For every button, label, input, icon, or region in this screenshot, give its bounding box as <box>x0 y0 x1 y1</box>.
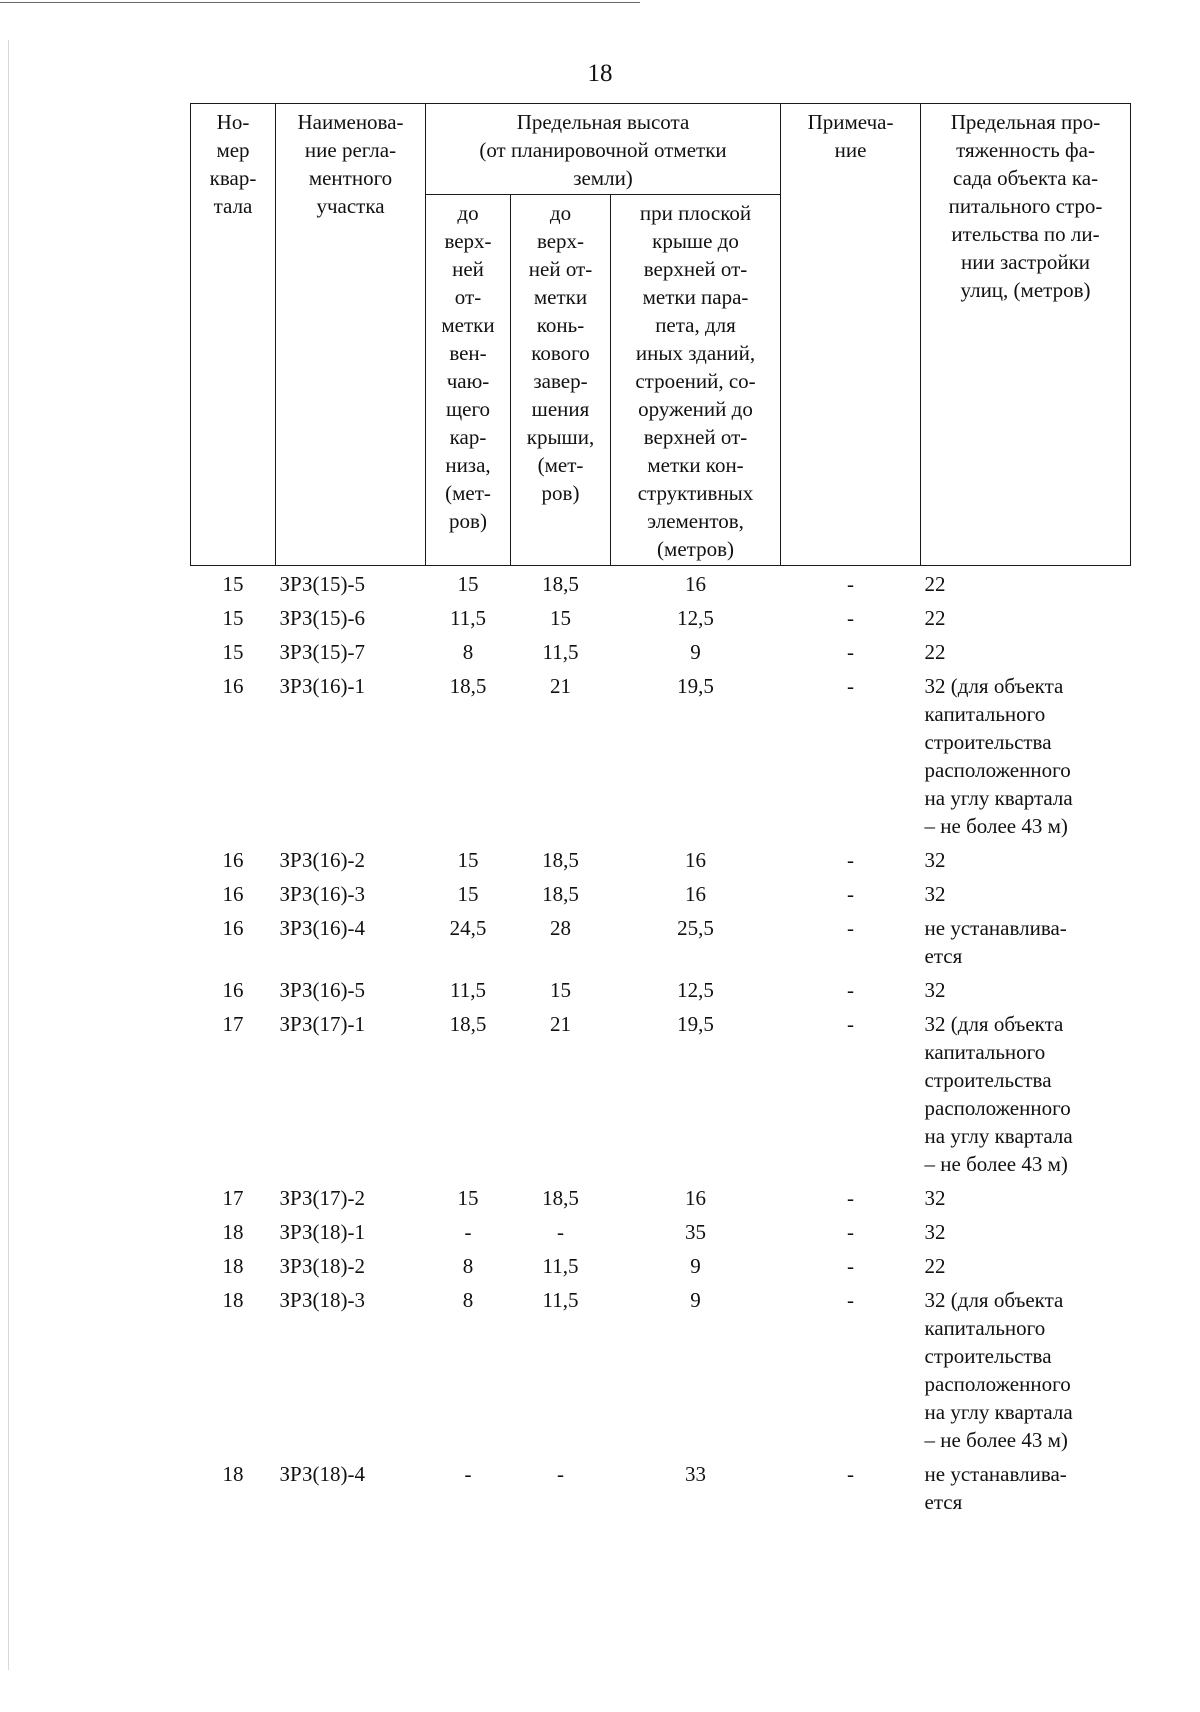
cell-plot: ЗРЗ(16)-2 <box>279 848 365 872</box>
cell-quarter: 18 <box>222 1220 244 1244</box>
cell-facade: 32 <box>924 848 946 872</box>
cell-note: - <box>847 674 855 698</box>
table-row <box>191 668 1131 842</box>
cell-cornice: - <box>464 1220 472 1244</box>
cell-facade: не устанавлива- ется <box>924 1462 1067 1514</box>
cell-ridge: 18,5 <box>542 572 579 596</box>
table-header <box>191 104 1131 566</box>
header-facade-length: Предельная про- тяженность фа- сада объекта ка- питального стро- ительства по ли- нии застройки улиц, (метров) <box>921 104 1131 566</box>
table-row <box>191 600 1131 634</box>
table-row <box>191 1214 1131 1248</box>
cell-quarter: 16 <box>222 978 244 1002</box>
cell-flat-roof: 16 <box>685 572 706 596</box>
cell-quarter: 18 <box>222 1288 244 1312</box>
cell-ridge: 11,5 <box>542 1288 579 1312</box>
table-row <box>191 1456 1131 1518</box>
cell-cornice: 15 <box>457 1186 479 1210</box>
cell-plot: ЗРЗ(17)-1 <box>279 1012 365 1036</box>
cell-note: - <box>847 1220 855 1244</box>
cell-flat-roof: 19,5 <box>677 674 714 698</box>
cell-flat-roof: 16 <box>685 1186 706 1210</box>
header-cornice-height: до верх- ней от- метки вен- чаю- щего кар- низа, (мет- ров) <box>426 195 511 566</box>
cell-flat-roof: 35 <box>685 1220 706 1244</box>
cell-note: - <box>847 572 855 596</box>
header-note: Примеча- ние <box>781 104 921 566</box>
cell-quarter: 18 <box>222 1254 244 1278</box>
cell-cornice: 11,5 <box>450 978 486 1002</box>
cell-quarter: 15 <box>222 572 244 596</box>
cell-facade: 32 (для объекта капитального строительства расположенного на углу квартала – не более 43 м) <box>924 674 1073 838</box>
cell-quarter: 15 <box>222 640 244 664</box>
cell-ridge: 15 <box>550 978 571 1002</box>
cell-ridge: 11,5 <box>542 640 579 664</box>
cell-cornice: 24,5 <box>449 916 487 940</box>
table-row <box>191 1006 1131 1180</box>
cell-facade: 22 <box>924 572 946 596</box>
cell-facade: не устанавлива- ется <box>924 916 1067 968</box>
cell-note: - <box>847 848 855 872</box>
cell-flat-roof: 9 <box>690 1254 701 1278</box>
cell-flat-roof: 33 <box>685 1462 706 1486</box>
cell-ridge: 15 <box>550 606 571 630</box>
cell-facade: 32 (для объекта капитального строительства расположенного на углу квартала – не более 43 м) <box>924 1288 1073 1452</box>
cell-facade: 32 <box>924 882 946 906</box>
cell-ridge: 11,5 <box>542 1254 579 1278</box>
cell-note: - <box>847 1288 855 1312</box>
cell-quarter: 16 <box>222 674 244 698</box>
cell-plot: ЗРЗ(15)-6 <box>279 606 365 630</box>
table-row <box>191 1180 1131 1214</box>
cell-flat-roof: 16 <box>685 848 706 872</box>
cell-note: - <box>847 1012 855 1036</box>
cell-plot: ЗРЗ(16)-5 <box>279 978 365 1002</box>
cell-cornice: 11,5 <box>450 606 486 630</box>
table-row <box>191 876 1131 910</box>
cell-flat-roof: 12,5 <box>677 978 714 1002</box>
height-limits-table <box>190 103 1131 1518</box>
cell-plot: ЗРЗ(18)-1 <box>279 1220 365 1244</box>
cell-plot: ЗРЗ(16)-3 <box>279 882 365 906</box>
cell-ridge: 18,5 <box>542 1186 579 1210</box>
cell-quarter: 18 <box>222 1462 244 1486</box>
header-row-top <box>191 104 1131 195</box>
table-row <box>191 566 1131 601</box>
scan-top-rule <box>0 2 640 3</box>
scan-left-edge <box>8 40 9 1670</box>
header-plot-name: Наименова- ние регла- ментного участка <box>276 104 426 566</box>
table-row <box>191 972 1131 1006</box>
cell-facade: 32 <box>924 978 946 1002</box>
table-row <box>191 842 1131 876</box>
cell-plot: ЗРЗ(15)-5 <box>279 572 365 596</box>
cell-cornice: 15 <box>457 882 479 906</box>
cell-cornice: 18,5 <box>449 674 487 698</box>
cell-facade: 32 (для объекта капитального строительства расположенного на углу квартала – не более 43 м) <box>924 1012 1073 1176</box>
header-quarter-number: Но- мер квар- тала <box>191 104 276 566</box>
header-ridge-height: до верх- ней от- метки конь- кового завер- шения крыши, (мет- ров) <box>511 195 611 566</box>
cell-ridge: - <box>557 1220 564 1244</box>
table-row <box>191 634 1131 668</box>
cell-note: - <box>847 1186 855 1210</box>
cell-cornice: 15 <box>457 848 479 872</box>
cell-flat-roof: 12,5 <box>677 606 714 630</box>
cell-quarter: 16 <box>222 916 244 940</box>
cell-plot: ЗРЗ(18)-2 <box>279 1254 365 1278</box>
cell-note: - <box>847 640 855 664</box>
cell-ridge: 18,5 <box>542 882 579 906</box>
page-number: 18 <box>587 60 613 87</box>
cell-cornice: 15 <box>457 572 479 596</box>
cell-ridge: - <box>557 1462 564 1486</box>
cell-quarter: 16 <box>222 848 244 872</box>
table-row <box>191 910 1131 972</box>
cell-flat-roof: 9 <box>690 640 701 664</box>
cell-ridge: 18,5 <box>542 848 579 872</box>
cell-flat-roof: 9 <box>690 1288 701 1312</box>
cell-note: - <box>847 606 855 630</box>
cell-plot: ЗРЗ(17)-2 <box>279 1186 365 1210</box>
cell-quarter: 16 <box>222 882 244 906</box>
cell-quarter: 17 <box>222 1186 244 1210</box>
table-row <box>191 1282 1131 1456</box>
cell-flat-roof: 19,5 <box>677 1012 714 1036</box>
cell-quarter: 15 <box>222 606 244 630</box>
cell-plot: ЗРЗ(18)-3 <box>279 1288 365 1312</box>
cell-flat-roof: 25,5 <box>677 916 714 940</box>
cell-facade: 32 <box>924 1220 946 1244</box>
cell-facade: 32 <box>924 1186 946 1210</box>
cell-note: - <box>847 882 855 906</box>
cell-facade: 22 <box>924 1254 946 1278</box>
cell-plot: ЗРЗ(18)-4 <box>279 1462 365 1486</box>
cell-plot: ЗРЗ(16)-4 <box>279 916 365 940</box>
table-body <box>191 566 1131 1519</box>
cell-flat-roof: 16 <box>685 882 706 906</box>
table-row <box>191 1248 1131 1282</box>
cell-facade: 22 <box>924 606 946 630</box>
cell-ridge: 28 <box>550 916 571 940</box>
header-height-limit: Предельная высота (от планировочной отметки земли) <box>426 104 781 195</box>
cell-ridge: 21 <box>550 674 571 698</box>
cell-cornice: 8 <box>462 1288 474 1312</box>
header-flat-roof-height: при плоской крыше до верхней от- метки пара- пета, для иных зданий, строений, со- оружений до верхней от- метки кон- структивных элементов, (метров) <box>611 195 781 566</box>
cell-cornice: - <box>464 1462 472 1486</box>
cell-cornice: 8 <box>462 1254 474 1278</box>
cell-plot: ЗРЗ(16)-1 <box>279 674 365 698</box>
cell-plot: ЗРЗ(15)-7 <box>279 640 365 664</box>
cell-cornice: 18,5 <box>449 1012 487 1036</box>
cell-ridge: 21 <box>550 1012 571 1036</box>
cell-note: - <box>847 916 855 940</box>
cell-note: - <box>847 1462 855 1486</box>
cell-facade: 22 <box>924 640 946 664</box>
cell-note: - <box>847 1254 855 1278</box>
cell-cornice: 8 <box>462 640 474 664</box>
cell-quarter: 17 <box>222 1012 244 1036</box>
cell-note: - <box>847 978 855 1002</box>
